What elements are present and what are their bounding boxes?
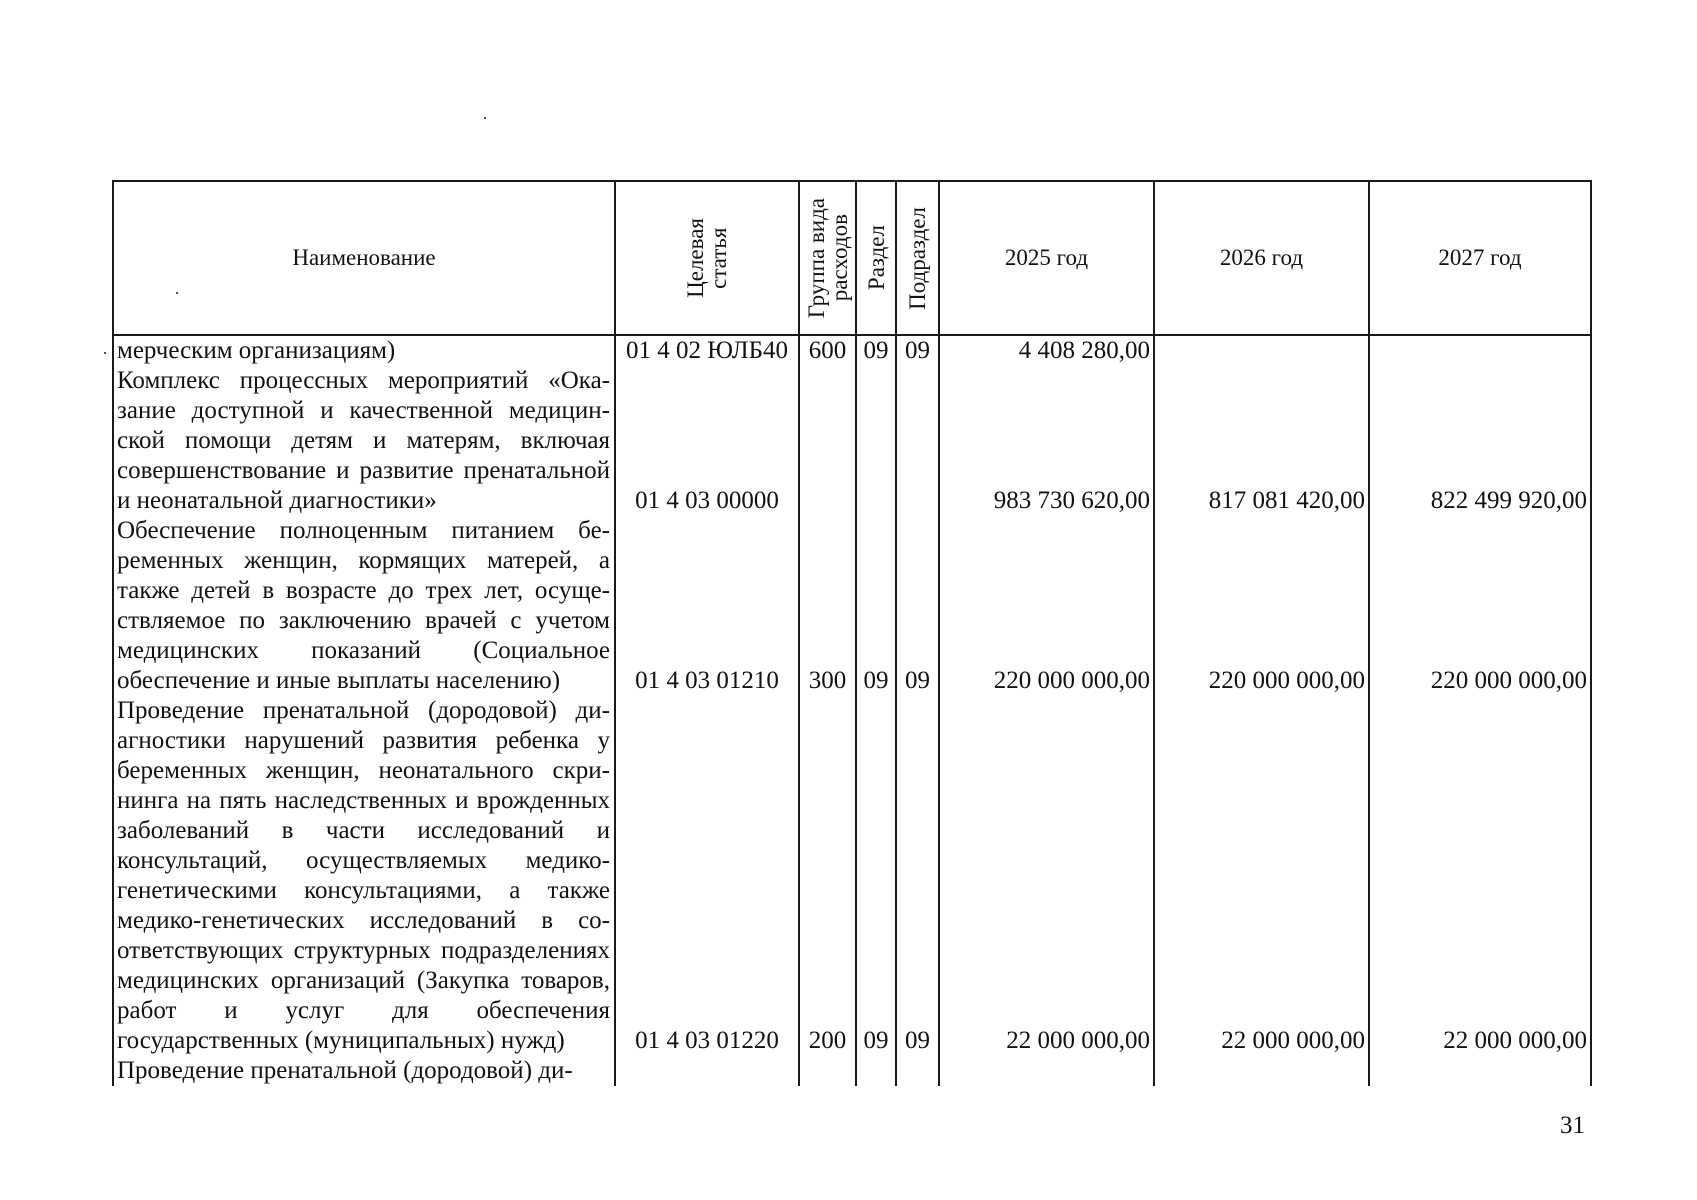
table-row <box>113 335 1591 366</box>
row-section <box>856 366 896 516</box>
scan-speck <box>104 352 106 354</box>
header-year-2025: 2025 год <box>939 181 1154 335</box>
table-header-row <box>113 181 1591 335</box>
header-target-article: Целевая статья <box>615 181 799 335</box>
row-target-article: 01 4 03 01220 <box>615 696 799 1056</box>
row-section <box>856 1056 896 1086</box>
page-number: 31 <box>1560 1112 1585 1139</box>
row-amount-2025: 22 000 000,00 <box>939 696 1154 1056</box>
row-name: Проведение пренатальной (дородовой) диагностики нарушений развития ребенка у беременных женщин, неонатального скрининга на пять наследственных и врожденных заболеваний в части исследований и консультаций, осуществляемых медико-генетическими консультациями, а также медико-генетических исследований в соответствующих структурных подразделениях медицинских организаций (Закупка товаров, работ и услуг для обеспечения государственных (муниципальных) нужд) <box>113 696 615 1056</box>
row-section: 09 <box>856 516 896 696</box>
scan-speck <box>484 117 486 119</box>
row-expense-group: 200 <box>799 696 856 1056</box>
table-row <box>113 1056 1591 1086</box>
table-row <box>113 366 1591 516</box>
row-subsection <box>896 1056 939 1086</box>
header-year-2026: 2026 год <box>1154 181 1369 335</box>
row-amount-2027 <box>1369 1056 1591 1086</box>
row-amount-2026: 220 000 000,00 <box>1154 516 1369 696</box>
row-amount-2025 <box>939 1056 1154 1086</box>
row-expense-group: 300 <box>799 516 856 696</box>
row-amount-2027: 220 000 000,00 <box>1369 516 1591 696</box>
row-subsection: 09 <box>896 335 939 366</box>
row-expense-group <box>799 366 856 516</box>
header-name: Наименование <box>113 181 615 335</box>
row-amount-2026: 817 081 420,00 <box>1154 366 1369 516</box>
budget-table <box>112 180 1592 1086</box>
row-name: мерческим организациям) <box>113 335 615 366</box>
row-amount-2025: 4 408 280,00 <box>939 335 1154 366</box>
header-section: Раздел <box>856 181 896 335</box>
row-amount-2025: 220 000 000,00 <box>939 516 1154 696</box>
row-amount-2027: 22 000 000,00 <box>1369 696 1591 1056</box>
row-expense-group: 600 <box>799 335 856 366</box>
row-target-article <box>615 1056 799 1086</box>
row-section: 09 <box>856 696 896 1056</box>
row-target-article: 01 4 03 00000 <box>615 366 799 516</box>
row-amount-2025: 983 730 620,00 <box>939 366 1154 516</box>
header-subsection: Подраздел <box>896 181 939 335</box>
row-name: Проведение пренатальной (дородовой) ди- <box>113 1056 615 1086</box>
header-year-2027: 2027 год <box>1369 181 1591 335</box>
row-target-article: 01 4 02 ЮЛБ40 <box>615 335 799 366</box>
row-amount-2026 <box>1154 335 1369 366</box>
table-row <box>113 516 1591 696</box>
row-subsection: 09 <box>896 696 939 1056</box>
row-amount-2026: 22 000 000,00 <box>1154 696 1369 1056</box>
row-amount-2026 <box>1154 1056 1369 1086</box>
row-name: Обеспечение полноценным питанием беременных женщин, кормящих матерей, а также детей в возрасте до трех лет, осуществляемое по заключению врачей с учетом медицинских показаний (Социальное обеспечение и иные выплаты населению) <box>113 516 615 696</box>
row-subsection: 09 <box>896 516 939 696</box>
row-name: Комплекс процессных мероприятий «Оказание доступной и качественной медицинской помощи детям и матерям, включая совершенствование и развитие пренатальной и неонатальной диагностики» <box>113 366 615 516</box>
table-row <box>113 696 1591 1056</box>
header-expense-group: Группа вида расходов <box>799 181 856 335</box>
row-target-article: 01 4 03 01210 <box>615 516 799 696</box>
row-amount-2027 <box>1369 335 1591 366</box>
row-subsection <box>896 366 939 516</box>
row-amount-2027: 822 499 920,00 <box>1369 366 1591 516</box>
row-expense-group <box>799 1056 856 1086</box>
row-section: 09 <box>856 335 896 366</box>
